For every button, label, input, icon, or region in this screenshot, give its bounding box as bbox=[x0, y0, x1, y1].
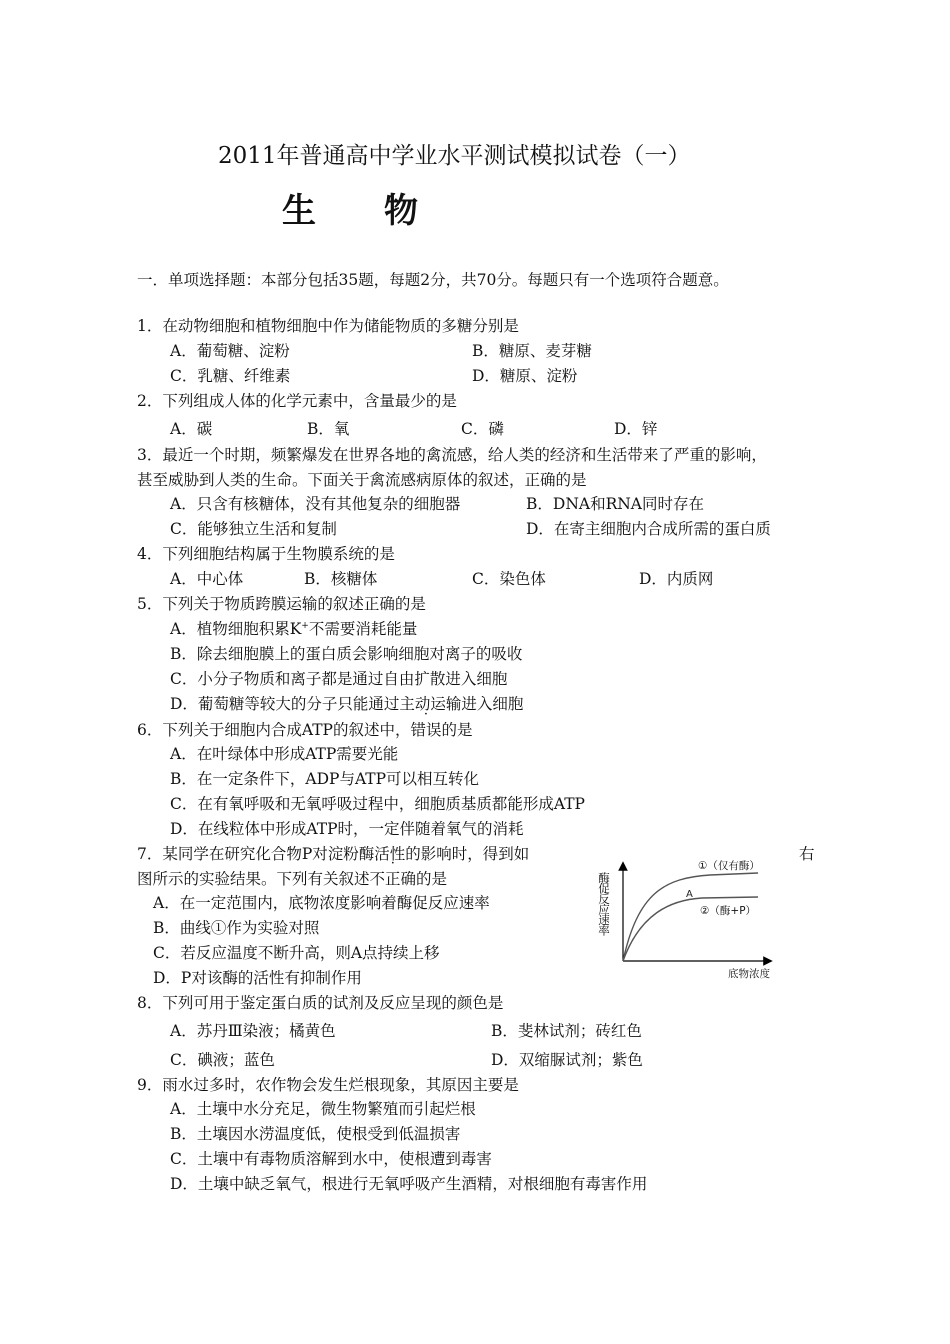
option-d: D．P对该酶的活性有抑制作用 bbox=[153, 969, 362, 987]
option-c: C．乳糖、纤维素 bbox=[170, 367, 291, 385]
option-b: B．除去细胞膜上的蛋白质会影响细胞对离子的吸收 bbox=[170, 645, 523, 663]
enzyme-rate-figure bbox=[590, 852, 800, 982]
question-stem-continued: 图所示的实验结果。下列有关叙述不正确的是 bbox=[137, 870, 448, 888]
question-stem: 3．最近一个时期，频繁爆发在世界各地的禽流感，给人类的经济和生活带来了严重的影响， bbox=[137, 446, 767, 464]
option-c: C．碘液；蓝色 bbox=[170, 1051, 275, 1069]
point-a-label: A bbox=[686, 889, 693, 900]
section-heading: 一．单项选择题：本部分包括35题，每题2分，共70分。每题只有一个选项符合题意。 bbox=[137, 271, 729, 289]
question-stem: 5．下列关于物质跨膜运输的叙述正确的是 bbox=[137, 595, 426, 613]
option-d: D．在线粒体中形成ATP时，一定伴随着氧气的消耗 bbox=[170, 820, 524, 838]
option-b: B．曲线①作为实验对照 bbox=[153, 919, 320, 937]
option-d: D．葡萄糖等较大的分子只能通过主动运输进入细胞 bbox=[170, 695, 524, 713]
option-c: C．小分子物质和离子都是通过自由扩散进入细胞 bbox=[170, 670, 508, 688]
option-b: B．在一定条件下，ADP与ATP可以相互转化 bbox=[170, 770, 480, 788]
option-b: B．糖原、麦芽糖 bbox=[472, 342, 592, 360]
question-stem: 9．雨水过多时，农作物会发生烂根现象，其原因主要是 bbox=[137, 1076, 519, 1094]
option-c: C．磷 bbox=[461, 420, 504, 438]
option-a: A．苏丹Ⅲ染液；橘黄色 bbox=[170, 1022, 336, 1040]
option-a: A．在叶绿体中形成ATP需要光能 bbox=[170, 745, 399, 763]
option-a: A．植物细胞积累K+不需要消耗能量 bbox=[170, 620, 418, 638]
option-b: B．氧 bbox=[307, 420, 350, 438]
option-d: D．锌 bbox=[614, 420, 658, 438]
option-a: A．葡萄糖、淀粉 bbox=[170, 342, 290, 360]
question-stem: 6．下列关于细胞内合成ATP的叙述中，错误的是 bbox=[137, 721, 473, 739]
option-a: A．在一定范围内，底物浓度影响着酶促反应速率 bbox=[153, 894, 490, 912]
x-axis-label: 底物浓度 bbox=[728, 968, 770, 980]
option-b: B．斐林试剂；砖红色 bbox=[491, 1022, 642, 1040]
option-d: D．在寄主细胞内合成所需的蛋白质 bbox=[526, 520, 771, 538]
question-stem: 7．某同学在研究化合物P对淀粉酶活性的影响时，得到如 bbox=[137, 845, 530, 863]
question-stem: 2．下列组成人体的化学元素中，含量最少的是 bbox=[137, 392, 457, 410]
option-a: A．土壤中水分充足，微生物繁殖而引起烂根 bbox=[170, 1100, 476, 1118]
option-a: A．中心体 bbox=[170, 570, 244, 588]
option-a: A．只含有核糖体，没有其他复杂的细胞器 bbox=[170, 495, 461, 513]
option-d: D．土壤中缺乏氧气，根进行无氧呼吸产生酒精，对根细胞有毒害作用 bbox=[170, 1175, 648, 1193]
option-c: C．染色体 bbox=[472, 570, 546, 588]
option-d: D．糖原、淀粉 bbox=[472, 367, 578, 385]
option-b: B．土壤因水涝温度低，使根受到低温损害 bbox=[170, 1125, 461, 1143]
option-b: B．DNA和RNA同时存在 bbox=[526, 495, 705, 513]
option-b: B．核糖体 bbox=[304, 570, 378, 588]
option-d: D．内质网 bbox=[639, 570, 714, 588]
option-c: C．能够独立生活和复制 bbox=[170, 520, 337, 538]
question-stem: 8．下列可用于鉴定蛋白质的试剂及反应呈现的颜色是 bbox=[137, 994, 504, 1012]
option-c: C．土壤中有毒物质溶解到水中，使根遭到毒害 bbox=[170, 1150, 492, 1168]
option-d: D．双缩脲试剂；紫色 bbox=[491, 1051, 643, 1069]
option-c: C．若反应温度不断升高，则A点持续上移 bbox=[153, 944, 440, 962]
option-c: C．在有氧呼吸和无氧呼吸过程中，细胞质基质都能形成ATP bbox=[170, 795, 585, 813]
question-stem-continued: 甚至威胁到人类的生命。下面关于禽流感病原体的叙述，正确的是 bbox=[137, 471, 587, 489]
curve-2-label: ②（酶+P） bbox=[700, 905, 757, 917]
curve-enzyme-only bbox=[623, 873, 758, 961]
question-stem: 4．下列细胞结构属于生物膜系统的是 bbox=[137, 545, 395, 563]
curve-1-label: ①（仅有酶） bbox=[698, 860, 760, 872]
subject-title: 生 物 bbox=[282, 191, 418, 231]
y-axis-label: 酶促反应速率 bbox=[597, 872, 611, 935]
option-a: A．碳 bbox=[170, 420, 213, 438]
question-stem-end: 右 bbox=[799, 845, 815, 863]
page-title: 2011年普通高中学业水平测试模拟试卷（一） bbox=[218, 143, 691, 169]
question-stem: 1．在动物细胞和植物细胞中作为储能物质的多糖分别是 bbox=[137, 317, 519, 335]
